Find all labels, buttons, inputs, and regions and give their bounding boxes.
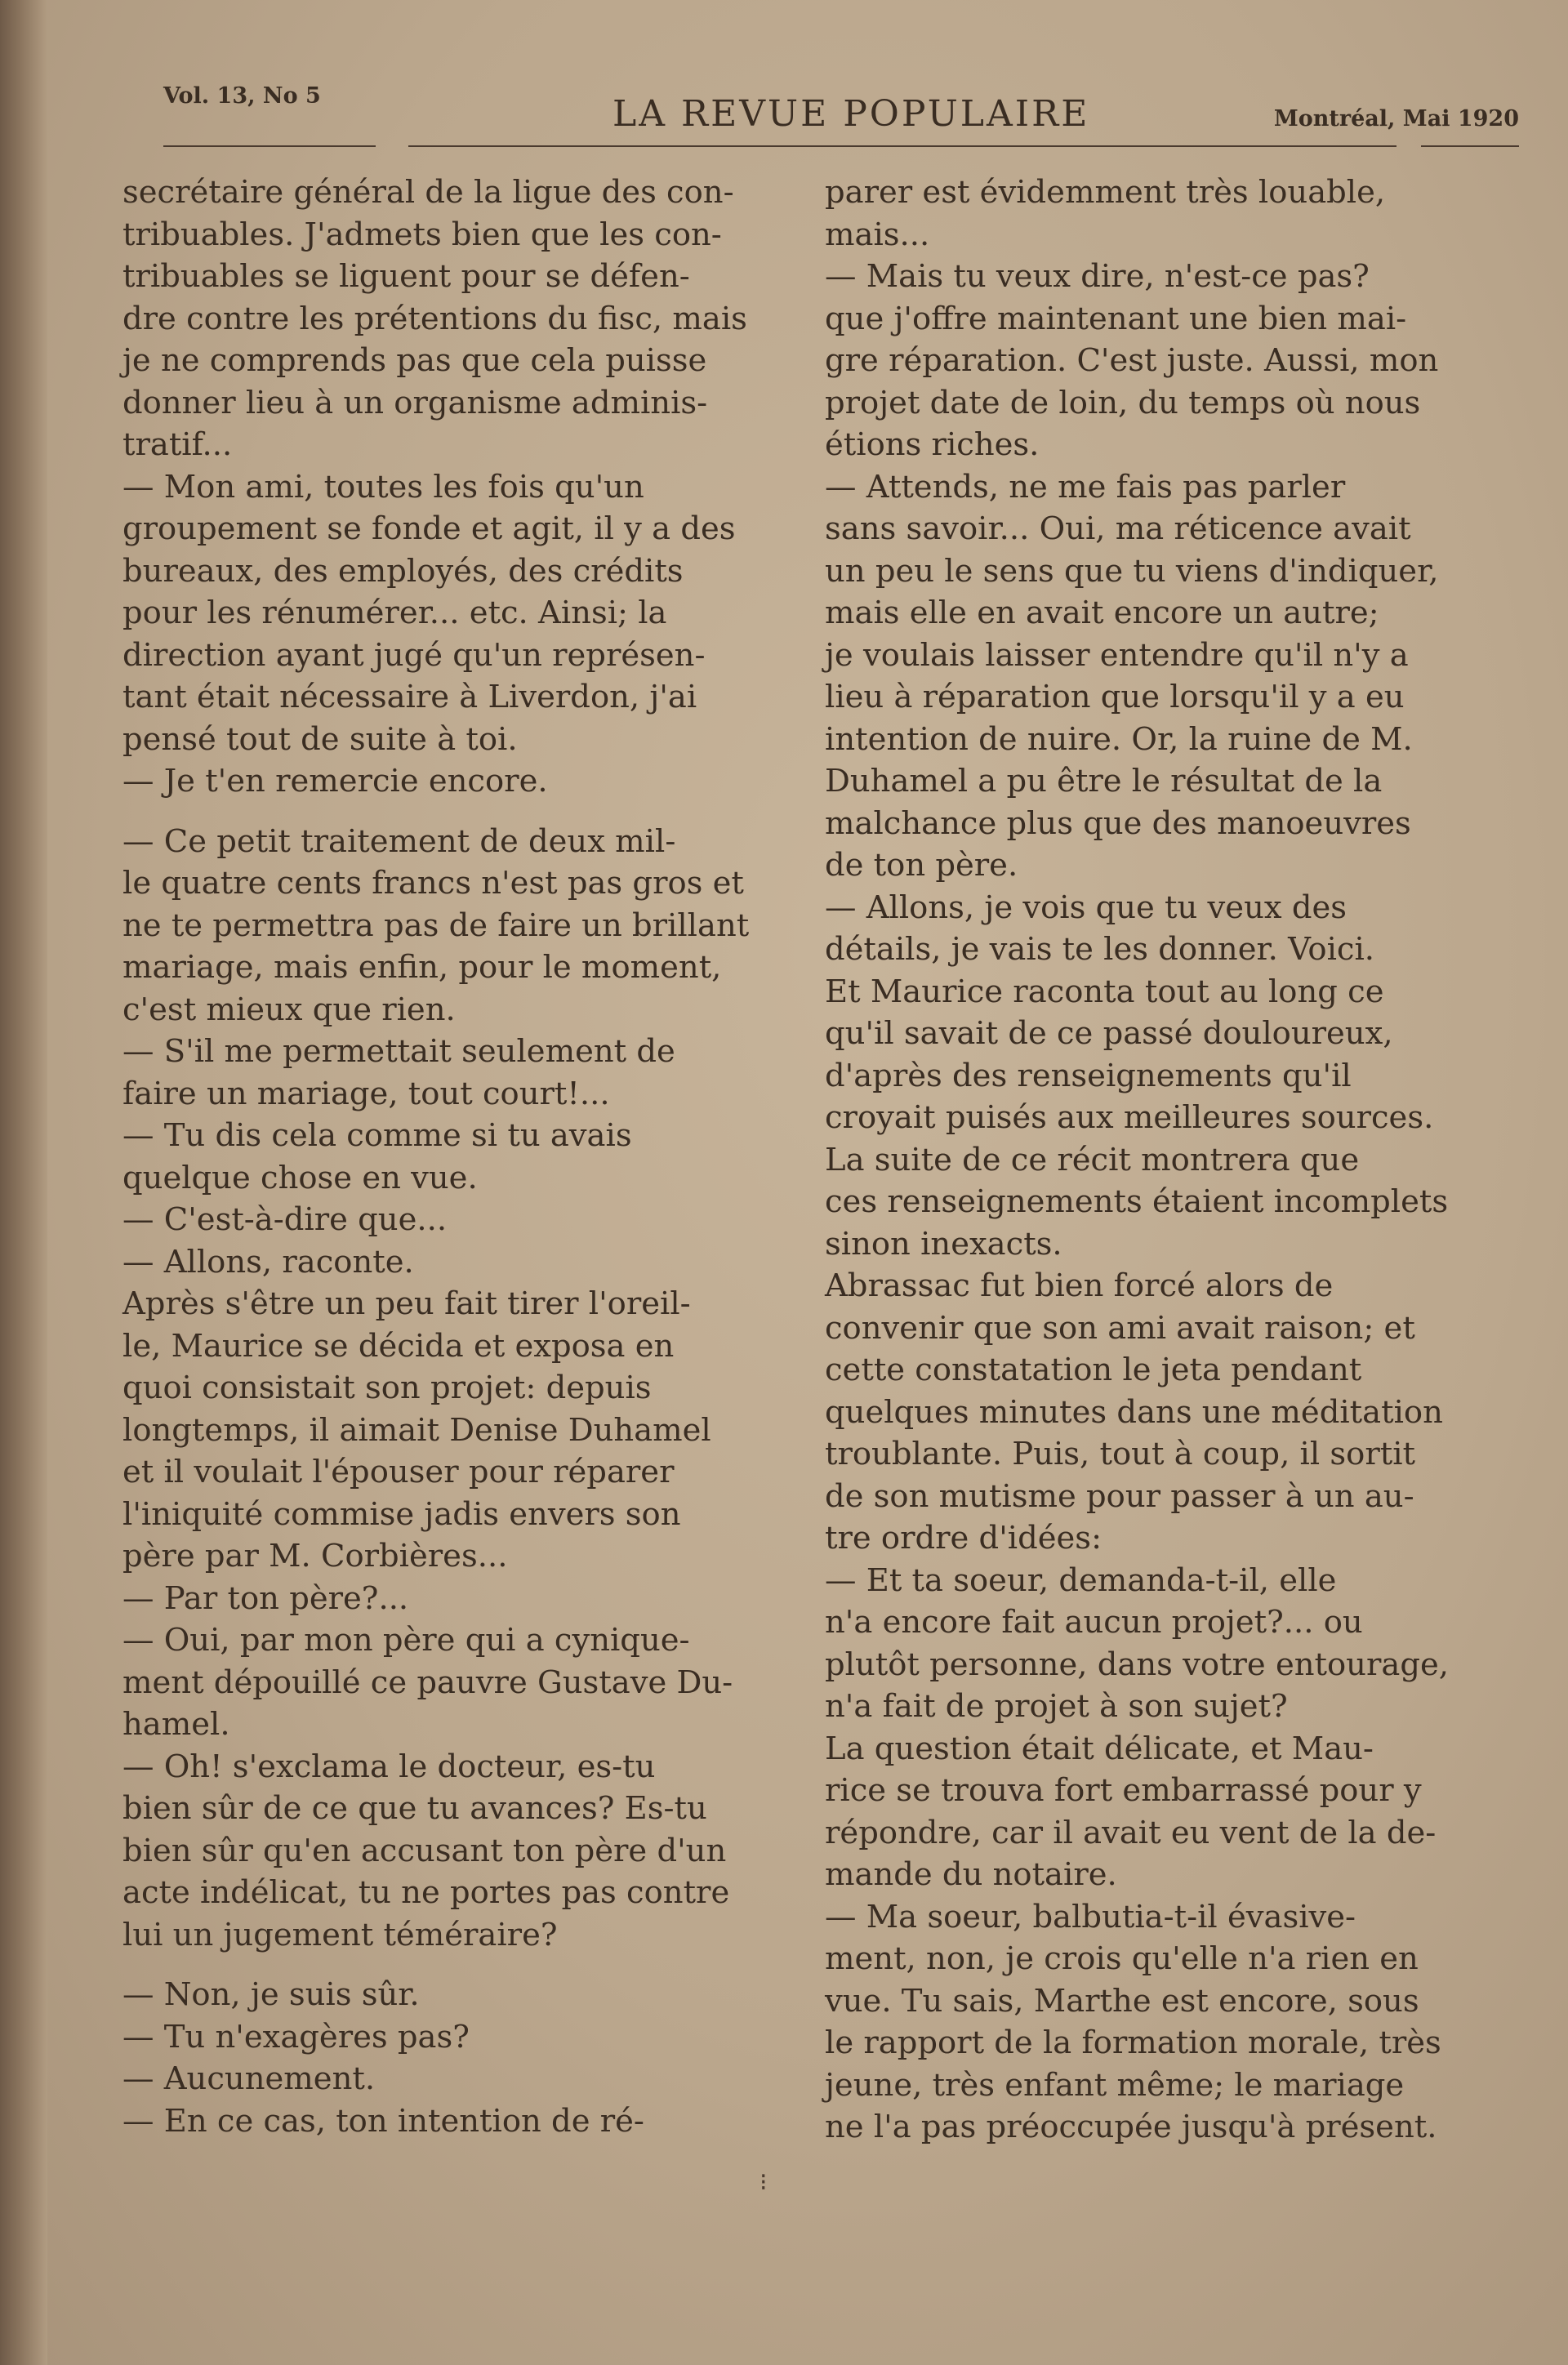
header-rule-left	[163, 145, 376, 147]
text-line: n'a fait de projet à son sujet?	[825, 1688, 1288, 1725]
text-line: ment, non, je crois qu'elle n'a rien en	[825, 1940, 1419, 1977]
text-line: malchance plus que des manoeuvres	[825, 804, 1411, 842]
text-line: bien sûr de ce que tu avances? Es-tu	[122, 1790, 707, 1827]
text-line: longtemps, il aimait Denise Duhamel	[122, 1411, 711, 1449]
text-line: et il voulait l'épouser pour réparer	[122, 1454, 675, 1490]
text-line: — Non, je suis sûr.	[122, 1976, 420, 2013]
text-line: le, Maurice se décida et exposa en	[122, 1327, 675, 1365]
text-line: pensé tout de suite à toi.	[122, 720, 518, 758]
text-line: — Aucunement.	[122, 2060, 376, 2097]
text-line: quelque chose en vue.	[122, 1159, 478, 1196]
text-line: père par M. Corbières...	[122, 1538, 508, 1574]
text-line: — Oui, par mon père qui a cynique-	[122, 1622, 690, 1659]
text-line: quoi consistait son projet: depuis	[122, 1370, 652, 1406]
text-line: ment dépouillé ce pauvre Gustave Du-	[122, 1664, 733, 1701]
header-rule-right	[1421, 145, 1519, 147]
text-line: tre ordre d'idées:	[825, 1520, 1102, 1557]
text-line: tribuables. J'admets bien que les con-	[122, 216, 722, 253]
text-line: Duhamel a pu être le résultat de la	[825, 763, 1383, 799]
text-line: bureaux, des employés, des crédits	[122, 552, 684, 590]
text-line: projet date de loin, du temps où nous	[825, 384, 1421, 421]
text-line: ne l'a pas préoccupée jusqu'à présent.	[825, 2109, 1437, 2145]
header-rule-center	[408, 145, 1396, 147]
text-line: qu'il savait de ce passé douloureux,	[825, 1015, 1393, 1052]
text-line: parer est évidemment très louable,	[825, 174, 1386, 211]
text-line: bien sûr qu'en accusant ton père d'un	[122, 1832, 727, 1869]
text-line: — Mon ami, toutes les fois qu'un	[122, 468, 644, 506]
text-line: répondre, car il avait eu vent de la de-	[825, 1814, 1437, 1851]
text-line: dre contre les prétentions du fisc, mais	[122, 300, 747, 337]
text-line: sans savoir... Oui, ma réticence avait	[825, 510, 1411, 547]
text-line: — C'est-à-dire que...	[122, 1201, 448, 1238]
text-line: — S'il me permettait seulement de	[122, 1033, 675, 1070]
text-line: acte indélicat, tu ne portes pas contre	[122, 1874, 730, 1911]
text-line: ces renseignements étaient incomplets	[825, 1183, 1449, 1220]
text-line: — Allons, je vois que tu veux des	[825, 889, 1348, 926]
page-header	[163, 78, 1519, 152]
text-line: sinon inexacts.	[825, 1225, 1062, 1263]
text-line: ne te permettra pas de faire un brillant	[122, 906, 750, 944]
text-line: — Et ta soeur, demanda-t-il, elle	[825, 1561, 1337, 1599]
text-line: lieu à réparation que lorsqu'il y a eu	[825, 679, 1405, 715]
text-line: hamel.	[122, 1706, 230, 1743]
text-line: tratif...	[122, 426, 233, 463]
text-line: La suite de ce récit montrera que	[825, 1141, 1360, 1178]
text-line: mariage, mais enfin, pour le moment,	[122, 949, 722, 986]
text-line: c'est mieux que rien.	[122, 991, 456, 1028]
text-line: croyait puisés aux meilleures sources.	[825, 1099, 1434, 1136]
text-line: — Oh! s'exclama le docteur, es-tu	[122, 1748, 656, 1785]
text-line: de ton père.	[825, 847, 1018, 884]
text-line: vue. Tu sais, Marthe est encore, sous	[825, 1982, 1419, 2020]
text-line: pour les rénumérer... etc. Ainsi; la	[122, 595, 667, 631]
text-line: secrétaire général de la ligue des con-	[122, 174, 734, 211]
text-line: Abrassac fut bien forcé alors de	[825, 1267, 1334, 1304]
place-and-date: Montréal, Mai 1920	[1273, 106, 1519, 131]
text-line: — Attends, ne me fais pas parler	[825, 468, 1346, 506]
text-line: le rapport de la formation morale, très	[825, 2024, 1441, 2061]
paragraph-gap	[122, 1956, 792, 1974]
text-line: n'a encore fait aucun projet?... ou	[825, 1604, 1363, 1641]
text-line: mais elle en avait encore un autre;	[825, 595, 1379, 631]
text-line: direction ayant jugé qu'un représen-	[122, 636, 706, 674]
text-line: — Tu dis cela comme si tu avais	[122, 1117, 632, 1154]
text-line: détails, je vais te les donner. Voici.	[825, 931, 1374, 968]
volume-number: Vol. 13, No 5	[163, 83, 321, 109]
text-line: — Mais tu veux dire, n'est-ce pas?	[825, 258, 1370, 295]
text-line: de son mutisme pour passer à un au-	[825, 1477, 1414, 1515]
text-line: tribuables se liguent pour se défen-	[122, 258, 690, 295]
text-line: mande du notaire.	[825, 1856, 1117, 1893]
publication-title: LA REVUE POPULAIRE	[612, 93, 1090, 135]
text-line: tant était nécessaire à Liverdon, j'ai	[122, 679, 697, 715]
text-line: — Par ton père?...	[122, 1579, 409, 1617]
text-line: — Tu n'exagères pas?	[122, 2018, 470, 2055]
text-line: — Ce petit traitement de deux mil-	[122, 822, 676, 860]
text-line: troublante. Puis, tout à coup, il sortit	[825, 1436, 1416, 1472]
text-line: La question était délicate, et Mau-	[825, 1730, 1374, 1767]
text-line: gre réparation. C'est juste. Aussi, mon	[825, 342, 1439, 379]
text-line: un peu le sens que tu viens d'indiquer,	[825, 552, 1439, 590]
text-line: jeune, très enfant même; le mariage	[825, 2066, 1405, 2104]
text-line: convenir que son ami avait raison; et	[825, 1309, 1415, 1347]
text-line: rice se trouva fort embarrassé pour y	[825, 1772, 1422, 1809]
text-line: Et Maurice raconta tout au long ce	[825, 973, 1384, 1010]
text-line: étions riches.	[825, 426, 1040, 463]
text-line: mais...	[825, 216, 930, 253]
left-text-column	[122, 171, 792, 2142]
text-line: lui un jugement téméraire?	[122, 1916, 558, 1953]
text-line: le quatre cents francs n'est pas gros et	[122, 865, 744, 902]
text-line: d'après des renseignements qu'il	[825, 1057, 1352, 1094]
text-line: — Je t'en remercie encore.	[122, 763, 548, 799]
text-line: — En ce cas, ton intention de ré-	[122, 2102, 644, 2140]
text-line: l'iniquité commise jadis envers son	[122, 1495, 681, 1533]
right-text-column	[825, 171, 1494, 2149]
stray-print-mark: ⁝	[760, 2168, 768, 2197]
paragraph-gap	[122, 803, 792, 821]
page-binding-shadow	[0, 0, 47, 2365]
text-line: Après s'être un peu fait tirer l'oreil-	[122, 1285, 691, 1322]
text-line: groupement se fonde et agit, il y a des	[122, 510, 736, 547]
text-line: je ne comprends pas que cela puisse	[122, 342, 707, 379]
text-line: je voulais laisser entendre qu'il n'y a	[825, 636, 1409, 674]
text-line: que j'offre maintenant une bien mai-	[825, 300, 1407, 337]
text-line: — Ma soeur, balbutia-t-il évasive-	[825, 1898, 1356, 1935]
text-line: quelques minutes dans une méditation	[825, 1393, 1443, 1431]
text-line: — Allons, raconte.	[122, 1243, 414, 1280]
text-line: cette constatation le jeta pendant	[825, 1352, 1362, 1388]
text-line: faire un mariage, tout court!...	[122, 1075, 610, 1112]
text-line: donner lieu à un organisme adminis-	[122, 384, 708, 421]
text-line: intention de nuire. Or, la ruine de M.	[825, 720, 1413, 758]
text-line: plutôt personne, dans votre entourage,	[825, 1646, 1450, 1683]
